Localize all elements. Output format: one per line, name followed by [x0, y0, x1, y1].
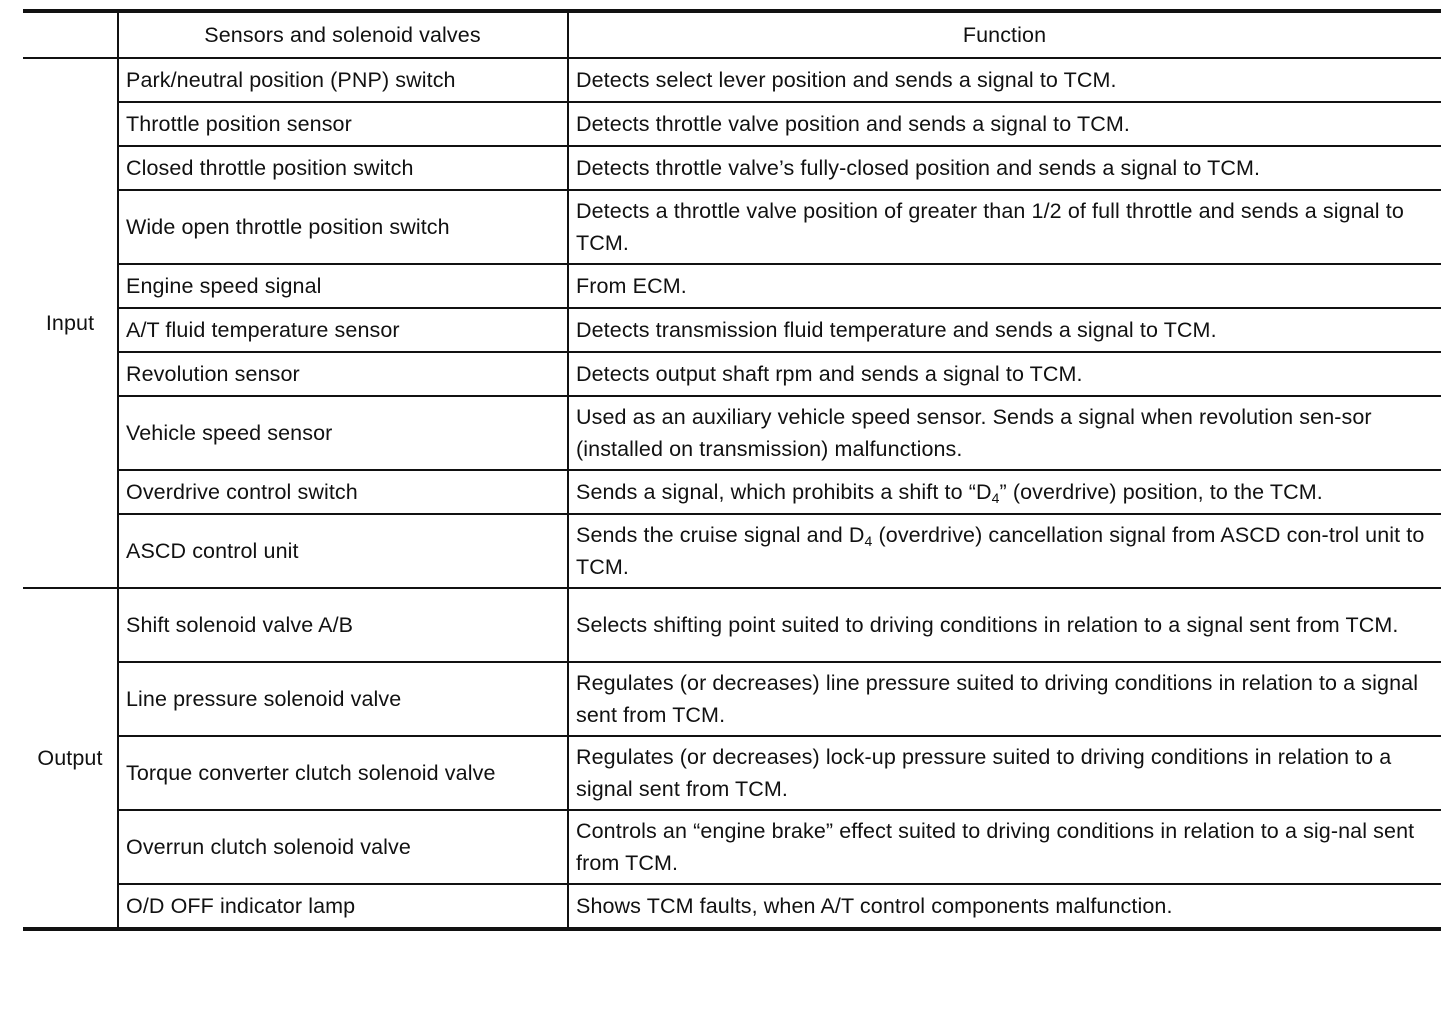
component-cell: ASCD control unit	[118, 514, 568, 588]
function-cell	[568, 470, 1441, 514]
table-row	[23, 58, 1441, 102]
group-label-output: Output	[23, 588, 118, 929]
table-row	[23, 588, 1441, 662]
function-cell: Regulates (or decreases) lock-up pressure suited to driving conditions in relation to a signal sent from TCM.	[568, 736, 1441, 810]
subscript-4: 4	[991, 490, 1000, 506]
component-cell: Closed throttle position switch	[118, 146, 568, 190]
function-cell: Regulates (or decreases) line pressure suited to driving conditions in relation to a signal sent from TCM.	[568, 662, 1441, 736]
component-cell: Wide open throttle position switch	[118, 190, 568, 264]
table-row	[23, 190, 1441, 264]
table-body	[23, 58, 1441, 929]
function-text-after: (overdrive) cancellation signal from ASCD con-trol unit to TCM.	[576, 523, 1425, 579]
table-row	[23, 884, 1441, 929]
group-label-input: Input	[23, 58, 118, 588]
table-row	[23, 146, 1441, 190]
header-row	[23, 11, 1441, 58]
function-cell: Detects select lever position and sends a signal to TCM.	[568, 58, 1441, 102]
function-cell: Detects throttle valve’s fully-closed position and sends a signal to TCM.	[568, 146, 1441, 190]
sensors-solenoid-table	[23, 9, 1441, 931]
function-cell	[568, 514, 1441, 588]
component-cell: Vehicle speed sensor	[118, 396, 568, 470]
table-row	[23, 102, 1441, 146]
table-row	[23, 736, 1441, 810]
function-cell: Used as an auxiliary vehicle speed sensor. Sends a signal when revolution sen-sor (installed on transmission) malfunctions.	[568, 396, 1441, 470]
table-row	[23, 514, 1441, 588]
function-text-after: ” (overdrive) position, to the TCM.	[999, 480, 1323, 504]
function-text-before: Sends the cruise signal and D	[576, 523, 865, 547]
function-cell: Detects output shaft rpm and sends a signal to TCM.	[568, 352, 1441, 396]
component-cell: Engine speed signal	[118, 264, 568, 308]
component-cell: O/D OFF indicator lamp	[118, 884, 568, 929]
header-group-cell	[23, 11, 118, 58]
header-component: Sensors and solenoid valves	[118, 11, 568, 58]
component-cell: Revolution sensor	[118, 352, 568, 396]
header-function: Function	[568, 11, 1441, 58]
table-row	[23, 308, 1441, 352]
component-cell: A/T fluid temperature sensor	[118, 308, 568, 352]
table-row	[23, 470, 1441, 514]
component-cell: Park/neutral position (PNP) switch	[118, 58, 568, 102]
function-text-before: Sends a signal, which prohibits a shift to “D	[576, 480, 992, 504]
table-row	[23, 396, 1441, 470]
function-cell: Detects transmission fluid temperature and sends a signal to TCM.	[568, 308, 1441, 352]
subscript-4: 4	[864, 533, 873, 549]
component-cell: Throttle position sensor	[118, 102, 568, 146]
table-header	[23, 11, 1441, 58]
table-row	[23, 352, 1441, 396]
function-cell: Controls an “engine brake” effect suited to driving conditions in relation to a sig-nal sent from TCM.	[568, 810, 1441, 884]
function-cell: From ECM.	[568, 264, 1441, 308]
component-cell: Torque converter clutch solenoid valve	[118, 736, 568, 810]
function-cell: Detects a throttle valve position of greater than 1/2 of full throttle and sends a signal to TCM.	[568, 190, 1441, 264]
component-cell: Overdrive control switch	[118, 470, 568, 514]
component-cell: Shift solenoid valve A/B	[118, 588, 568, 662]
table-row	[23, 662, 1441, 736]
function-cell: Shows TCM faults, when A/T control components malfunction.	[568, 884, 1441, 929]
table-row	[23, 810, 1441, 884]
function-cell: Detects throttle valve position and sends a signal to TCM.	[568, 102, 1441, 146]
component-cell: Line pressure solenoid valve	[118, 662, 568, 736]
component-cell: Overrun clutch solenoid valve	[118, 810, 568, 884]
function-cell: Selects shifting point suited to driving conditions in relation to a signal sent from TCM.	[568, 588, 1441, 662]
table-row	[23, 264, 1441, 308]
